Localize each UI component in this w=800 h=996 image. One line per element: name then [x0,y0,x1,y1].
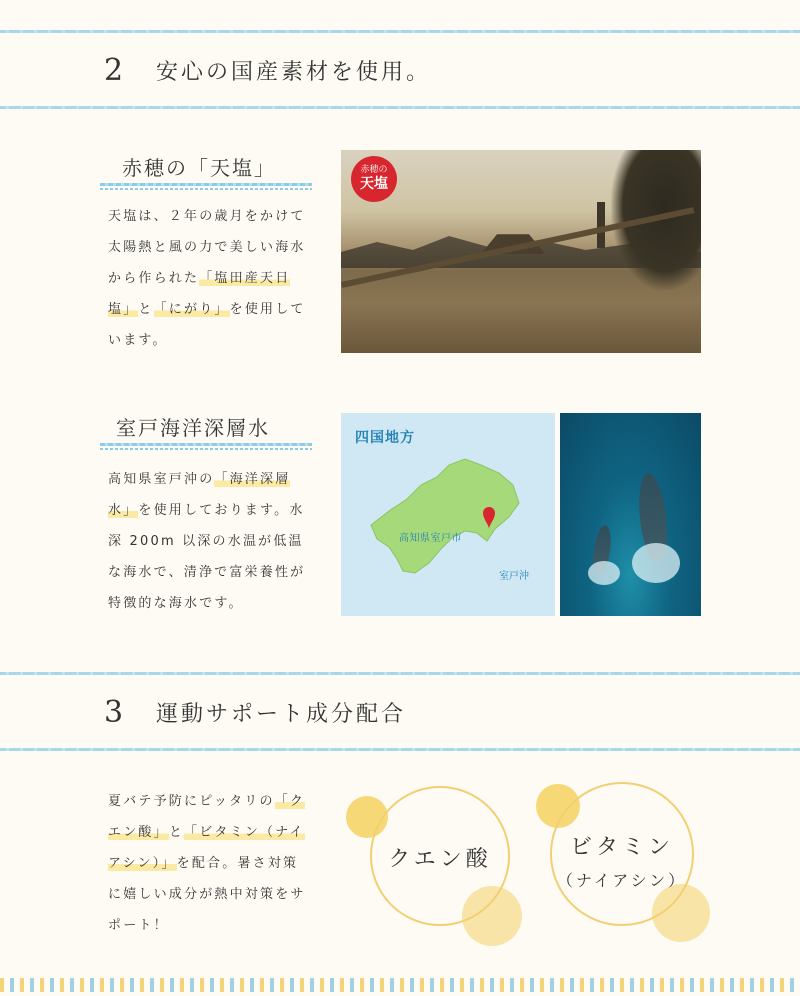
logo-big-text: 天塩 [360,176,388,192]
salt-description [108,201,308,356]
salt-text-2: と [138,302,154,317]
water-title: 室戸海洋深層水 [116,416,270,440]
salt-highlight-2: 「にがり」 [153,302,230,317]
salt-text-1: 天塩は、２年の歳月をかけて太陽熱と風の力で美しい海水から作られた [108,209,306,286]
water-description [108,464,308,619]
water-title-underline-dashed [100,448,312,450]
map-city-label: 高知県室戸市 [399,533,462,544]
section-2-header [0,30,800,110]
logo-small-text: 赤穂の [360,165,388,176]
map-sea-label: 室戸沖 [499,571,529,582]
salt-field-photo [341,150,701,353]
foam-splash [632,543,680,583]
shikoku-shape [341,413,555,616]
water-title-underline [100,443,312,446]
divider-line [0,106,800,109]
whale-ocean-photo [560,413,701,616]
salt-text-3: を使用しています。 [108,302,306,348]
salt-title: 赤穂の「天塩」 [122,156,276,180]
salt-highlight-1: 「塩田産天日塩」 [108,271,291,317]
tenshio-logo [351,156,397,202]
section-number: 3 [104,694,124,730]
citric-acid-label: クエン酸 [388,847,492,872]
support-text-2: と [168,825,185,840]
support-highlight-1: 「クエン酸」 [108,794,306,840]
water-text-2: を使用しております。水深 200m 以深の水温が低温な海水で、清浄で富栄養性が特徴的な海水です。 [108,503,306,611]
support-highlight-2: 「ビタミン（ナイアシン）」 [108,825,305,871]
water-text-1: 高知県室戸沖の [108,472,215,487]
map-title: 四国地方 [355,430,415,446]
foam-splash [588,561,620,585]
bottom-decorative-border [0,978,800,992]
section-title: 安心の国産素材を使用。 [156,59,432,85]
section-title: 運動サポート成分配合 [156,701,407,727]
section-number: 2 [104,52,124,88]
salt-title-underline-dashed [100,188,312,190]
water-highlight-1: 「海洋深層水」 [108,472,291,518]
support-text-1: 夏バテ予防にピッタリの [108,794,275,809]
support-description [108,786,308,941]
salt-title-underline [100,183,312,186]
niacin-label: （ナイアシン） [556,871,688,890]
shikoku-map [341,413,555,616]
vitamin-label: ビタミン [569,835,674,860]
divider-line [0,748,800,751]
support-text-3: を配合。暑さ対策に嬉しい成分が熱中対策をサポート！ [108,856,306,933]
section-3-header [0,672,800,752]
